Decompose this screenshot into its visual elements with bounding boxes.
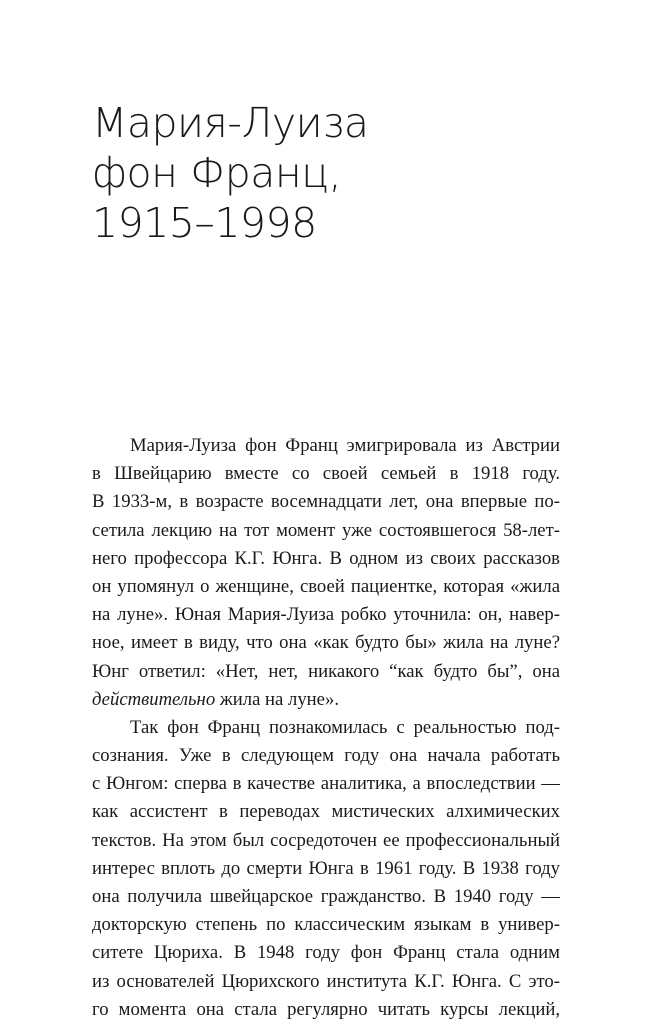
paragraph-line: он упомянул о женщине, своей пациентке, которая «жила xyxy=(92,575,560,597)
body-text xyxy=(92,432,560,1024)
paragraph-line: сознания. Уже в следующем году она начала работать xyxy=(92,745,560,767)
chapter-title xyxy=(92,98,572,248)
paragraph-line-tail: жила на луне». xyxy=(215,688,339,710)
paragraph-last-line xyxy=(92,686,560,714)
paragraph-line: из основателей Цюрихского института К.Г. Юнга. С это- xyxy=(92,970,560,992)
paragraph-line: текстов. На этом был сосредоточен ее профессиональный xyxy=(92,829,560,851)
paragraph-line: В 1933-м, в возрасте восемнадцати лет, она впервые по- xyxy=(92,491,560,513)
paragraph-line: как ассистент в переводах мистических алхимических xyxy=(92,801,560,823)
paragraph-1 xyxy=(92,432,560,714)
paragraph-line: Мария-Луиза фон Франц эмигрировала из Австрии xyxy=(130,435,560,456)
paragraph-line: Так фон Франц познакомилась с реальностью под- xyxy=(130,716,560,738)
paragraph-2 xyxy=(92,714,560,1024)
chapter-title-line-2: фон Франц, xyxy=(92,149,342,197)
chapter-title-line-3: 1915–1998 xyxy=(92,199,317,247)
chapter-title-line-1: Мария-Луиза xyxy=(92,99,369,147)
paragraph-line: ное, имеет в виду, что она «как будто бы» жила на луне? xyxy=(92,632,560,654)
paragraph-line: го момента она стала регулярно читать курсы лекций, xyxy=(92,998,560,1020)
paragraph-line: на луне». Юная Мария-Луиза робко уточнила: он, навер- xyxy=(92,604,560,626)
paragraph-line: интерес вплоть до смерти Юнга в 1961 году. В 1938 году xyxy=(92,857,560,879)
paragraph-line: докторскую степень по классическим языкам в универ- xyxy=(92,914,560,936)
paragraph-line: в Швейцарию вместе со своей семьей в 1918 году. xyxy=(92,463,560,485)
paragraph-line: ситете Цюриха. В 1948 году фон Франц стала одним xyxy=(92,942,560,964)
paragraph-line: сетила лекцию на тот момент уже состоявшегося 58-лет- xyxy=(92,519,560,541)
paragraph-line: Юнг ответил: «Нет, нет, никакого “как будто бы”, она xyxy=(92,660,560,682)
paragraph-line: она получила швейцарское гражданство. В 1940 году — xyxy=(92,886,560,907)
paragraph-line: с Юнгом: сперва в качестве аналитика, а впоследствии — xyxy=(92,773,560,795)
emphasized-word: действительно xyxy=(92,688,216,710)
paragraph-line: него профессора К.Г. Юнга. В одном из своих рассказов xyxy=(92,547,560,569)
